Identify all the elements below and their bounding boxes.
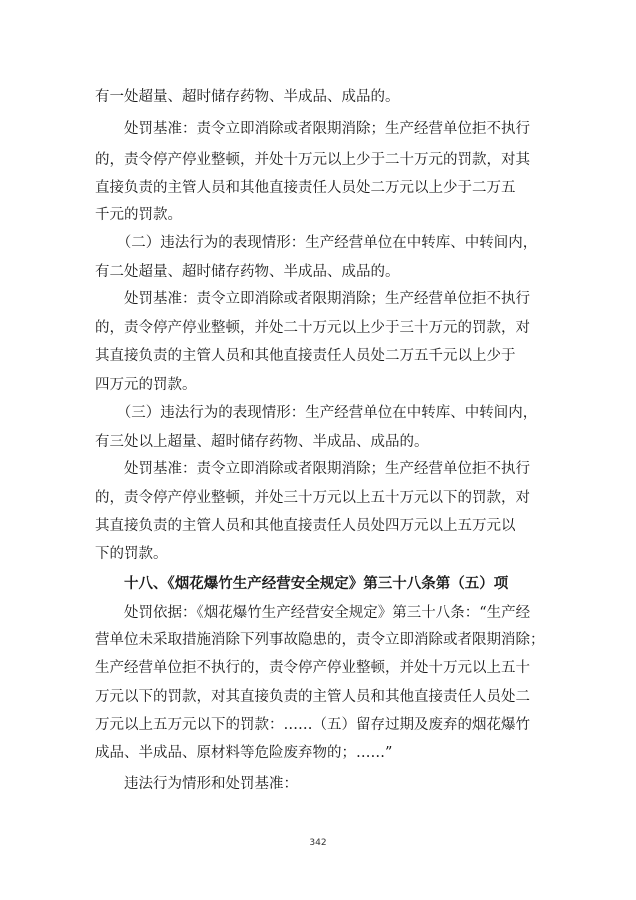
body-line: （二）违法行为的表现情形：生产经营单位在中转库、中转间内， <box>95 235 538 251</box>
body-line: 四万元的罚款。 <box>95 377 197 393</box>
body-line: 营单位未采取措施消除下列事故隐患的，责令立即消除或者限期消除； <box>95 632 545 648</box>
body-line: 处罚依据：《烟花爆竹生产经营安全规定》第三十八条：“生产经 <box>95 605 531 621</box>
body-line: 处罚基准：责令立即消除或者限期消除；生产经营单位拒不执行 <box>95 461 530 477</box>
body-line: 其直接负责的主管人员和其他直接责任人员处四万元以上五万元以 <box>95 518 516 534</box>
page-number: 342 <box>309 838 327 848</box>
body-line: 万元以上五万元以下的罚款：……（五）留存过期及废弃的烟花爆竹 <box>95 717 530 733</box>
body-line: 千元的罚款。 <box>95 207 182 223</box>
body-line: 下的罚款。 <box>95 546 168 562</box>
body-line: 处罚基准：责令立即消除或者限期消除；生产经营单位拒不执行 <box>95 291 530 307</box>
body-line: 的，责令停产停业整顿，并处三十万元以上五十万元以下的罚款，对 <box>95 490 530 506</box>
body-line: 生产经营单位拒不执行的，责令停产停业整顿，并处十万元以上五十 <box>95 660 530 676</box>
body-line: 直接负责的主管人员和其他直接责任人员处二万元以上少于二万五 <box>95 180 516 196</box>
body-line: 处罚基准：责令立即消除或者限期消除；生产经营单位拒不执行 <box>95 121 530 137</box>
body-line: 成品、半成品、原材料等危险废弃物的；……” <box>95 745 393 761</box>
body-line: （三）违法行为的表现情形：生产经营单位在中转库、中转间内， <box>95 405 538 421</box>
body-line: 其直接负责的主管人员和其他直接责任人员处二万五千元以上少于 <box>95 348 516 364</box>
section-heading: 十八、《烟花爆竹生产经营安全规定》第三十八条第（五）项 <box>95 576 509 592</box>
body-line: 的，责令停产停业整顿，并处二十万元以上少于三十万元的罚款，对 <box>95 320 530 336</box>
body-line: 有二处超量、超时储存药物、半成品、成品的。 <box>95 264 400 280</box>
body-line: 的，责令停产停业整顿，并处十万元以上少于二十万元的罚款，对其 <box>95 152 530 168</box>
body-line: 万元以下的罚款，对其直接负责的主管人员和其他直接责任人员处二 <box>95 689 530 705</box>
body-line: 有三处以上超量、超时储存药物、半成品、成品的。 <box>95 434 429 450</box>
body-line: 有一处超量、超时储存药物、半成品、成品的。 <box>95 89 400 105</box>
body-line: 违法行为情形和处罚基准： <box>95 776 298 792</box>
